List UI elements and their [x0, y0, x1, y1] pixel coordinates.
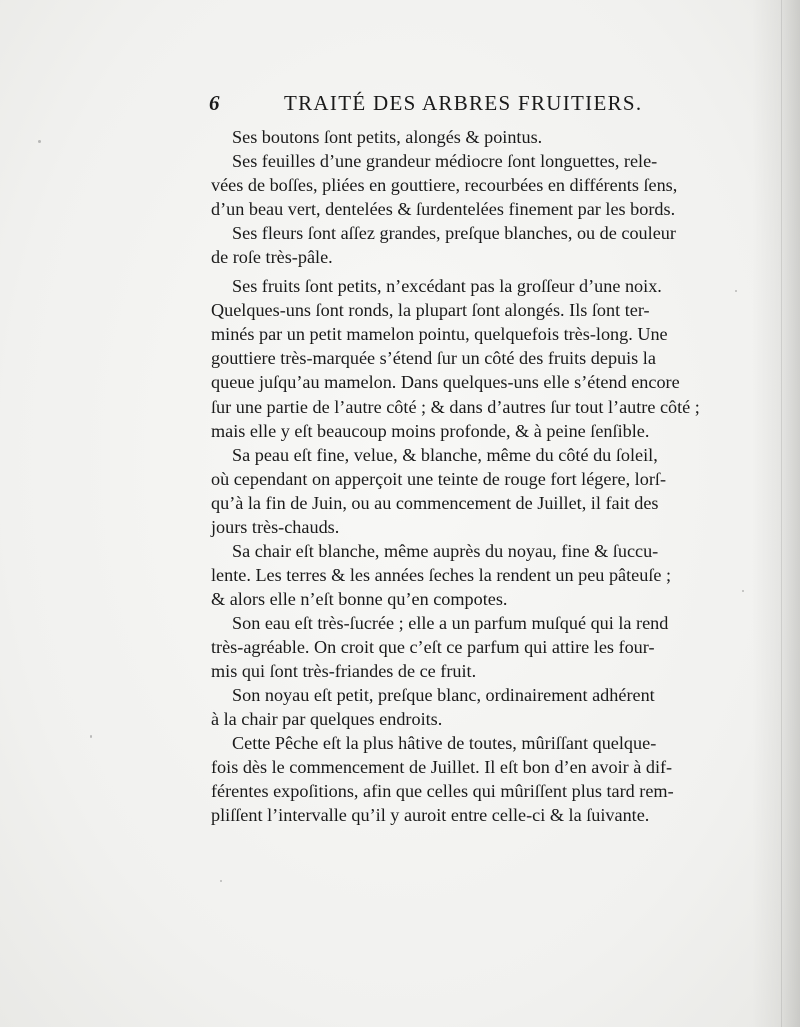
text-line: mais elle y eſt beaucoup moins profonde, & à peine ſenſible.	[211, 420, 650, 441]
page-fold-line	[781, 0, 782, 1027]
running-head: TRAITÉ DES ARBRES FRUITIERS.	[284, 91, 643, 115]
text-line: jours très-chauds.	[211, 516, 340, 537]
text-line: de roſe très-pâle.	[211, 247, 333, 268]
text-line: lente. Les terres & les années ſeches la rendent un peu pâteuſe ;	[211, 564, 672, 585]
page-number: 6	[209, 91, 221, 115]
page-header	[209, 89, 669, 123]
text-line: gouttiere très-marquée s’étend ſur un côté des fruits depuis la	[211, 348, 656, 369]
text-line: vées de boſſes, pliées en gouttiere, recourbées en différents ſens,	[211, 175, 678, 196]
text-line: mis qui ſont très-friandes de ce fruit.	[211, 661, 477, 682]
body-text	[211, 125, 751, 827]
text-line: où cependant on apperçoit une teinte de rouge fort légere, lorſ-	[211, 468, 666, 489]
text-line: Son noyau eſt petit, preſque blanc, ordinairement adhérent	[232, 685, 655, 706]
page-edge-shadow	[752, 0, 800, 1027]
text-line: d’un beau vert, dentelées & ſurdentelées finement par les bords.	[211, 199, 676, 220]
text-line: ſur une partie de l’autre côté ; & dans d’autres ſur tout l’autre côté ;	[211, 396, 700, 417]
text-line: queue juſqu’au mamelon. Dans quelques-uns elle s’étend encore	[211, 372, 680, 393]
text-line: fois dès le commencement de Juillet. Il eſt bon d’en avoir à dif-	[211, 757, 673, 778]
text-line: Sa peau eſt fine, velue, & blanche, même du côté du ſoleil,	[232, 444, 658, 465]
text-line: à la chair par quelques endroits.	[211, 709, 443, 730]
text-line: très-agréable. On croit que c’eſt ce parfum qui attire les four-	[211, 636, 655, 657]
text-line: Ses feuilles d’une grandeur médiocre ſont longuettes, rele-	[232, 151, 658, 172]
paper-speck	[742, 590, 744, 592]
text-line: pliſſent l’intervalle qu’il y auroit entre celle-ci & la ſuivante.	[211, 805, 650, 826]
paper-speck	[90, 735, 92, 738]
paper-speck	[220, 880, 222, 882]
text-line: Ses boutons ſont petits, alongés & pointus.	[232, 127, 543, 147]
text-line: Ses fleurs ſont aſſez grandes, preſque blanches, ou de couleur	[232, 223, 676, 244]
text-line: Cette Pêche eſt la plus hâtive de toutes, mûriſſant quelque-	[232, 733, 657, 754]
paper-speck	[735, 290, 737, 292]
text-line: Sa chair eſt blanche, même auprès du noyau, fine & ſuccu-	[232, 540, 659, 561]
text-line: Ses fruits ſont petits, n’excédant pas la groſſeur d’une noix.	[232, 276, 662, 297]
paper-speck	[38, 140, 41, 143]
text-line: & alors elle n’eſt bonne qu’en compotes.	[211, 588, 508, 609]
text-line: férentes expoſitions, afin que celles qui mûriſſent plus tard rem-	[211, 781, 674, 802]
text-line: Son eau eſt très-ſucrée ; elle a un parfum muſqué qui la rend	[232, 612, 669, 633]
text-line: minés par un petit mamelon pointu, quelquefois très-long. Une	[211, 324, 668, 345]
text-line: qu’à la fin de Juin, ou au commencement de Juillet, il fait des	[211, 492, 659, 513]
text-line: Quelques-uns ſont ronds, la plupart ſont alongés. Ils ſont ter-	[211, 300, 650, 321]
